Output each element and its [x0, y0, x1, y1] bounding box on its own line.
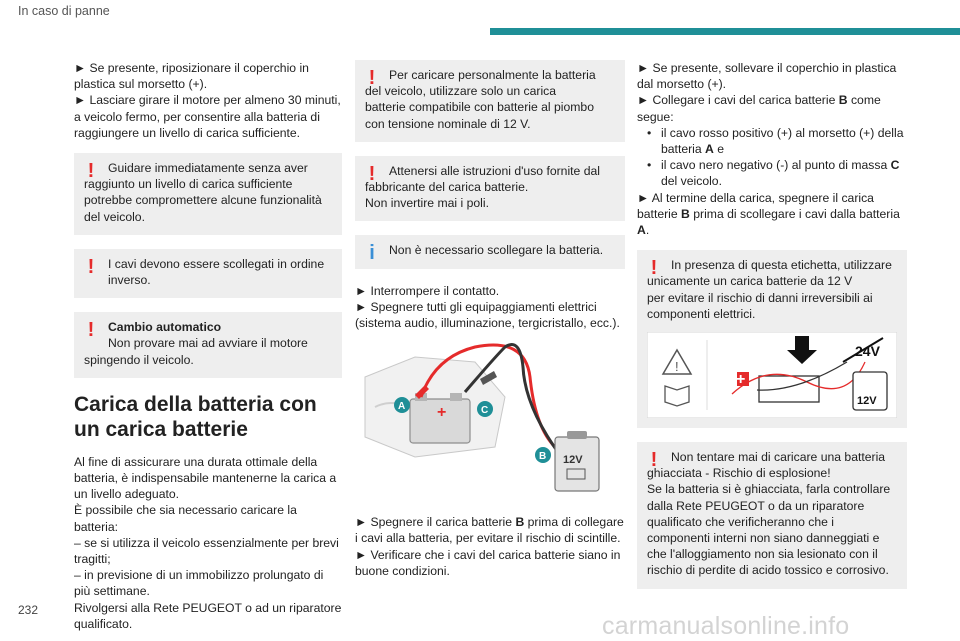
warning-text: Non tentare mai di caricare una batteria ghiacciata - Rischio di esplosione!: [647, 450, 886, 481]
column-1: [74, 60, 342, 632]
marker-b-label: B: [539, 451, 547, 463]
label-24v: 24V: [855, 343, 880, 360]
warning-icon: !: [87, 160, 95, 183]
warning-text: Per caricare personalmente la batteria del veicolo, utilizzare solo un carica: [365, 68, 596, 99]
warning-text: Se la batteria si è ghiacciata, farla controllare dalla Rete PEUGEOT o da un riparatore qualificato che verificheranno che i componenti interni non siano danneggiati e che l'alloggiamento non sia lesionato con il rischio di perdite di acido tossico e corrosivo.: [647, 482, 891, 578]
paragraph: ► Se presente, sollevare il coperchio in plastica dal morsetto (+).: [637, 61, 897, 92]
warning-icon: !: [650, 257, 658, 280]
warning-icon: !: [368, 162, 376, 185]
paragraph: ► Se presente, riposizionare il coperchio in plastica sul morsetto (+).: [74, 61, 309, 92]
paragraph: Rivolgersi alla Rete PEUGEOT o ad un riparatore qualificato.: [74, 600, 342, 631]
warning-text: Non provare mai ad avviare il motore: [108, 336, 308, 351]
info-box: [355, 235, 625, 268]
warning-box: [74, 312, 342, 378]
marker-c-label: C: [481, 405, 489, 417]
paragraph: – in previsione di un immobilizzo prolungato di più settimane.: [74, 568, 324, 599]
warning-icon: !: [650, 449, 658, 472]
warning-icon: !: [368, 67, 376, 89]
warning-box: [355, 60, 625, 142]
warning-text: batterie compatibile con batterie al piombo con tensione nominale di 12 V.: [365, 100, 594, 131]
list-item: • il cavo nero negativo (-) al punto di massa C del veicolo.: [647, 157, 907, 189]
info-text: Non è necessario scollegare la batteria.: [389, 243, 604, 258]
paragraph: ► Verificare che i cavi del carica batterie siano in buone condizioni.: [355, 547, 621, 578]
header-accent-bar: [490, 28, 960, 35]
battery-charger-illustration: [355, 337, 605, 497]
paragraph: ► Spegnere tutti gli equipaggiamenti elettrici (sistema audio, illuminazione, tergicristallo, ecc.).: [355, 299, 620, 331]
svg-text:+: +: [736, 371, 746, 389]
warning-text: Non invertire mai i poli.: [365, 196, 489, 211]
list-item: • il cavo rosso positivo (+) al morsetto (+) della batteria A e: [647, 125, 907, 157]
paragraph: Al fine di assicurare una durata ottimale della batteria, è indispensabile mantenerne la carica a un livello adeguato.: [74, 454, 337, 502]
paragraph: È possibile che sia necessario caricare la batteria:: [74, 503, 297, 534]
column-3: [637, 60, 907, 603]
warning-title: Cambio automatico: [108, 320, 222, 335]
warning-icon: !: [87, 319, 95, 342]
warning-box: [637, 442, 907, 589]
warning-text: spingendo il veicolo.: [84, 352, 194, 367]
warning-box: [355, 156, 625, 222]
warning-text: Attenersi alle istruzioni d'uso fornite dal fabbricante del carica batterie.: [365, 163, 600, 195]
charger-voltage-label: 12V: [563, 454, 583, 467]
paragraph: ► Collegare i cavi del carica batterie B come segue:: [637, 93, 881, 124]
warning-icon: !: [87, 255, 95, 278]
marker-a-label: A: [398, 401, 406, 413]
warning-text: per evitare il rischio di danni irreversibili ai componenti elettrici.: [647, 290, 873, 321]
warning-box: [637, 250, 907, 428]
paragraph: ► Interrompere il contatto.: [355, 283, 500, 298]
section-title: In caso di panne: [18, 4, 110, 18]
warning-box: [74, 153, 342, 235]
voltage-warning-label: [647, 332, 897, 418]
page-number: 232: [18, 603, 39, 617]
label-12v: 12V: [857, 395, 877, 408]
paragraph: ► Spegnere il carica batterie B prima di collegare i cavi alla batteria, per evitare il rischio di scintille.: [355, 515, 624, 546]
section-heading: Carica della batteria con un carica batterie: [74, 392, 317, 441]
warning-box: [74, 249, 342, 298]
column-2: [355, 60, 625, 579]
svg-text:!: !: [675, 359, 679, 375]
warning-text: I cavi devono essere scollegati in ordine inverso.: [108, 256, 325, 288]
paragraph: – se si utilizza il veicolo essenzialmente per brevi tragitti;: [74, 535, 339, 567]
warning-text: potrebbe compromettere alcune funzionalità del veicolo.: [84, 193, 322, 224]
paragraph: ► Lasciare girare il motore per almeno 30 minuti, a veicolo fermo, per consentire alla batteria di raggiungere un livello di carica sufficiente.: [74, 93, 341, 140]
warning-text: In presenza di questa etichetta, utilizzare unicamente un carica batterie da 12 V: [647, 258, 892, 289]
bullet-list: [637, 125, 907, 190]
info-icon: i: [369, 242, 375, 265]
plus-sign: +: [437, 404, 447, 422]
paragraph: ► Al termine della carica, spegnere il carica batterie B prima di scollegare i cavi dalla batteria A.: [637, 190, 900, 238]
warning-text: Guidare immediatamente senza aver raggiunto un livello di carica sufficiente: [84, 161, 308, 192]
watermark: carmanualsonline.info: [602, 612, 850, 640]
